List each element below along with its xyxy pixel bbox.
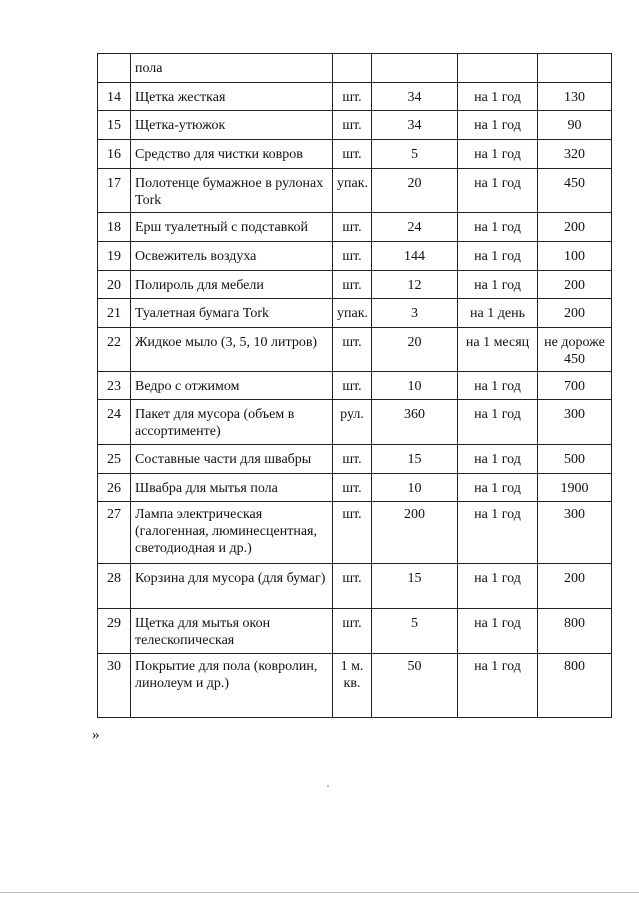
price-cell: 700 [538,372,612,400]
item-name-cell: Туалетная бумага Tork [131,299,333,328]
supplies-table [97,53,612,718]
unit-cell [333,54,372,83]
table-row [98,140,612,169]
row-number-cell: 17 [98,169,131,213]
unit-cell: шт. [333,372,372,400]
period-cell: на 1 год [458,140,538,169]
row-number-cell: 16 [98,140,131,169]
table-row [98,169,612,213]
period-cell: на 1 год [458,564,538,609]
quantity-cell: 50 [372,654,458,718]
row-number-cell: 30 [98,654,131,718]
item-name-cell: Щетка жесткая [131,83,333,111]
unit-cell: шт. [333,242,372,271]
unit-cell: рул. [333,400,372,445]
quantity-cell [372,54,458,83]
table-row [98,111,612,140]
table-row [98,474,612,502]
row-number-cell: 21 [98,299,131,328]
item-name-cell: Щетка-утюжок [131,111,333,140]
table-row [98,242,612,271]
item-name-cell: Покрытие для пола (ковролин, линолеум и др.) [131,654,333,718]
unit-cell: шт. [333,445,372,474]
period-cell: на 1 год [458,502,538,564]
period-cell: на 1 год [458,609,538,654]
unit-cell: шт. [333,83,372,111]
period-cell: на 1 год [458,83,538,111]
price-cell: 320 [538,140,612,169]
row-number-cell: 28 [98,564,131,609]
unit-cell: шт. [333,111,372,140]
unit-cell: шт. [333,564,372,609]
period-cell: на 1 год [458,445,538,474]
scan-speck [327,785,329,787]
quantity-cell: 20 [372,169,458,213]
row-number-cell [98,54,131,83]
row-number-cell: 15 [98,111,131,140]
quantity-cell: 5 [372,140,458,169]
quantity-cell: 24 [372,213,458,242]
item-name-cell: Полотенце бумажное в рулонах Tork [131,169,333,213]
quantity-cell: 360 [372,400,458,445]
period-cell: на 1 год [458,242,538,271]
unit-cell: шт. [333,140,372,169]
unit-cell: шт. [333,502,372,564]
row-number-cell: 18 [98,213,131,242]
item-name-cell: Пакет для мусора (объем в ассортименте) [131,400,333,445]
item-name-cell: Составные части для швабры [131,445,333,474]
table-row [98,54,612,83]
item-name-cell: Жидкое мыло (3, 5, 10 литров) [131,328,333,372]
row-number-cell: 26 [98,474,131,502]
period-cell: на 1 год [458,111,538,140]
item-name-cell: Полироль для мебели [131,271,333,299]
item-name-cell: Щетка для мытья окон телескопическая [131,609,333,654]
row-number-cell: 19 [98,242,131,271]
period-cell: на 1 год [458,372,538,400]
price-cell: 200 [538,564,612,609]
closing-quote-mark: » [92,727,100,743]
price-cell: не дороже 450 [538,328,612,372]
unit-cell: 1 м. кв. [333,654,372,718]
price-cell: 200 [538,271,612,299]
price-cell: 1900 [538,474,612,502]
item-name-cell: Лампа электрическая (галогенная, люминесцентная, светодиодная и др.) [131,502,333,564]
quantity-cell: 10 [372,474,458,502]
unit-cell: шт. [333,271,372,299]
price-cell: 500 [538,445,612,474]
quantity-cell: 144 [372,242,458,271]
row-number-cell: 24 [98,400,131,445]
row-number-cell: 25 [98,445,131,474]
table-row [98,328,612,372]
price-cell: 300 [538,400,612,445]
price-cell: 200 [538,299,612,328]
unit-cell: упак. [333,169,372,213]
unit-cell: шт. [333,328,372,372]
table-row [98,564,612,609]
quantity-cell: 15 [372,564,458,609]
quantity-cell: 34 [372,83,458,111]
price-cell [538,54,612,83]
quantity-cell: 5 [372,609,458,654]
page-edge-line [0,892,639,893]
row-number-cell: 29 [98,609,131,654]
period-cell: на 1 год [458,654,538,718]
unit-cell: шт. [333,609,372,654]
price-cell: 200 [538,213,612,242]
period-cell: на 1 год [458,474,538,502]
item-name-cell: Корзина для мусора (для бумаг) [131,564,333,609]
price-cell: 130 [538,83,612,111]
table-row [98,83,612,111]
item-name-cell: Средство для чистки ковров [131,140,333,169]
period-cell: на 1 день [458,299,538,328]
period-cell [458,54,538,83]
quantity-cell: 20 [372,328,458,372]
unit-cell: шт. [333,213,372,242]
period-cell: на 1 год [458,169,538,213]
table-row [98,271,612,299]
table-row [98,502,612,564]
table-row [98,299,612,328]
table-row [98,609,612,654]
price-cell: 800 [538,609,612,654]
table-row [98,372,612,400]
item-name-cell: Ведро с отжимом [131,372,333,400]
period-cell: на 1 год [458,400,538,445]
price-cell: 100 [538,242,612,271]
unit-cell: упак. [333,299,372,328]
price-cell: 800 [538,654,612,718]
period-cell: на 1 год [458,271,538,299]
table-row [98,654,612,718]
row-number-cell: 22 [98,328,131,372]
quantity-cell: 34 [372,111,458,140]
item-name-cell: пола [131,54,333,83]
quantity-cell: 12 [372,271,458,299]
period-cell: на 1 месяц [458,328,538,372]
period-cell: на 1 год [458,213,538,242]
price-cell: 450 [538,169,612,213]
table-row [98,445,612,474]
unit-cell: шт. [333,474,372,502]
quantity-cell: 3 [372,299,458,328]
row-number-cell: 27 [98,502,131,564]
price-cell: 90 [538,111,612,140]
row-number-cell: 23 [98,372,131,400]
quantity-cell: 15 [372,445,458,474]
table-row [98,400,612,445]
item-name-cell: Швабра для мытья пола [131,474,333,502]
quantity-cell: 200 [372,502,458,564]
table-row [98,213,612,242]
price-cell: 300 [538,502,612,564]
row-number-cell: 20 [98,271,131,299]
row-number-cell: 14 [98,83,131,111]
item-name-cell: Ерш туалетный с подставкой [131,213,333,242]
quantity-cell: 10 [372,372,458,400]
item-name-cell: Освежитель воздуха [131,242,333,271]
table-body [98,54,612,718]
